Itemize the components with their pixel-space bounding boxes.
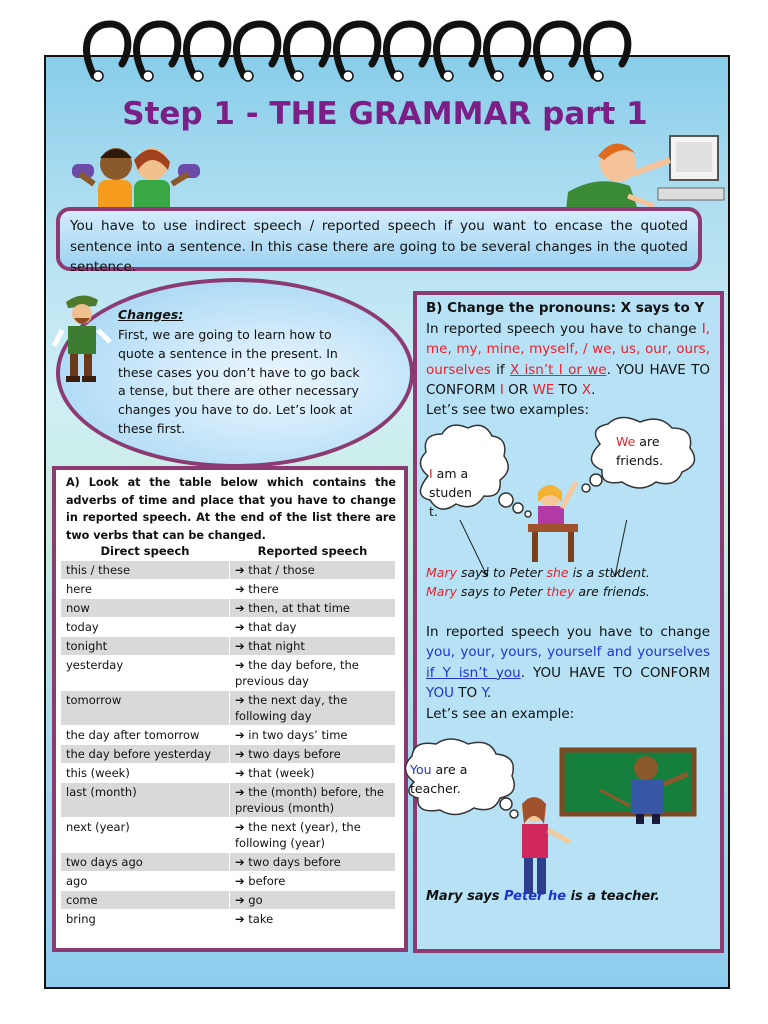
see-two-examples: Let’s see two examples: [426,402,590,418]
bubble3-rest: are a teacher. [410,762,468,796]
table-row [61,872,396,891]
example-3 [426,887,660,906]
table-row [61,853,396,872]
reported-speech-cell: ➔ the (month) before, the previous (month) [230,783,396,818]
direct-speech-cell: ago [61,872,230,891]
reported-speech-cell: ➔ two days before [230,745,396,764]
see-one-example: Let’s see an example: [426,706,575,722]
para2-conform: . YOU HAVE TO CONFORM [520,664,710,681]
ex2-mid: says to Peter [456,584,547,599]
bubble3-you: You [410,762,432,777]
section-b-para1 [426,319,710,400]
reported-speech-cell: ➔ that night [230,637,396,656]
para1-i: I [499,381,504,398]
reported-speech-cell: ➔ in two days’ time [230,726,396,745]
para1-conform: . YOU HAVE TO CONFORM [426,361,710,398]
ex3-he: he [547,889,567,904]
table-header: Direct speech [61,542,230,561]
direct-speech-cell: the day before yesterday [61,745,230,764]
ex1-mid: says to Peter [456,565,547,580]
para2-text: In reported speech you have to change [426,624,710,640]
ex3-end: is a teacher. [566,889,660,904]
table-row [61,580,396,599]
direct-speech-cell: bring [61,910,230,929]
ex3-peter: Peter [503,889,544,904]
table-row [61,783,396,818]
para1-to: TO [554,381,582,398]
table-header: Reported speech [230,542,396,561]
example-1 [426,563,650,582]
ex1-mary: Mary [426,565,457,580]
intro-text: You have to use indirect speech / reported speech if you want to encase the quoted sentence into a sentence. In this case there are going to be several changes in the quoted sentence. [70,218,688,275]
table-row [61,691,396,726]
section-b-title: B) Change the pronouns: X says to Y [426,300,705,316]
direct-speech-cell: tonight [61,637,230,656]
para2-to: TO [454,684,482,701]
para2-pronouns: you, your, yours, yourself and yourselves [426,644,710,661]
direct-speech-cell: last (month) [61,783,230,818]
reported-speech-cell: ➔ that (week) [230,764,396,783]
section-a-intro: A) Look at the table below which contains the adverbs of time and place that you have to change in reported speech. At the end of the list there are two verbs that can be changed. [66,476,396,542]
direct-speech-cell: the day after tomorrow [61,726,230,745]
ex1-she: she [546,565,569,580]
reported-speech-cell: ➔ take [230,910,396,929]
table-row [61,656,396,691]
direct-speech-cell: yesterday [61,656,230,691]
table-row [61,561,396,580]
section-b-para2 [426,622,710,703]
para1-or: OR [503,381,533,398]
para2-condition: if Y isn’t you [426,664,521,681]
ex2-end: are friends. [574,584,650,599]
para1-end: . [591,381,596,398]
para1-we: WE [532,381,555,398]
table-row [61,764,396,783]
intro-box [56,207,702,275]
direct-speech-cell: now [61,599,230,618]
bubble2-rest: are friends. [616,434,664,468]
direct-speech-cell: two days ago [61,853,230,872]
para2-y: Y [481,684,487,701]
table-row [61,818,396,853]
table-row [61,618,396,637]
para1-if: if [490,361,510,378]
table-row [61,726,396,745]
table-row [61,599,396,618]
changes-body: First, we are going to learn how to quote a sentence in the present. In these cases you don’t have to go back a tense, but there are other necessary changes you have to do. Let’s look at these first. [118,327,360,436]
table-body [61,561,396,929]
bubble-i-am-a-student [429,464,481,521]
para2-end: . [487,684,492,701]
direct-speech-cell: come [61,891,230,910]
bubble-we-are-friends [616,432,676,470]
direct-speech-cell: this / these [61,561,230,580]
table-row [61,910,396,929]
direct-speech-cell: next (year) [61,818,230,853]
cavalier-clipart-icon [52,290,120,390]
reported-speech-cell: ➔ then, at that time [230,599,396,618]
reported-speech-cell: ➔ the next day, the following day [230,691,396,726]
reported-speech-cell: ➔ that / those [230,561,396,580]
reported-speech-cell: ➔ go [230,891,396,910]
table-row [61,637,396,656]
adverbs-table [60,541,396,929]
direct-speech-cell: this (week) [61,764,230,783]
reported-speech-cell: ➔ that day [230,618,396,637]
ex3-mary: Mary says [426,889,500,904]
bubble1-rest: am a studen t. [429,466,472,519]
direct-speech-cell: today [61,618,230,637]
ex1-end: is a student. [568,565,650,580]
bubble2-we: We [616,434,636,449]
page-title: Step 1 - THE GRAMMAR part 1 [122,96,648,132]
para2-you: YOU [426,684,455,701]
bubble-you-are-a-teacher [410,760,484,798]
direct-speech-cell: here [61,580,230,599]
ex2-they: they [546,584,575,599]
spiral-binding-icon [80,14,660,84]
para1-pronouns: I, me, my, mine, myself, / we, us, our, ours, ourselves [426,321,711,378]
table-row [61,891,396,910]
boy-at-computer-clipart-icon [558,130,728,214]
changes-title: Changes: [118,307,184,322]
reported-speech-cell: ➔ before [230,872,396,891]
direct-speech-cell: tomorrow [61,691,230,726]
example-2 [426,582,650,601]
reported-speech-cell: ➔ the next (year), the following (year) [230,818,396,853]
para1-condition: X isn’t I or we [509,361,607,378]
para1-x: X [581,381,592,398]
table-row [61,745,396,764]
reported-speech-cell: ➔ there [230,580,396,599]
ex2-mary: Mary [426,584,457,599]
para1-text: In reported speech you have to change [426,321,697,337]
reported-speech-cell: ➔ the day before, the previous day [230,656,396,691]
bubble1-i: I [429,466,433,481]
reported-speech-cell: ➔ two days before [230,853,396,872]
